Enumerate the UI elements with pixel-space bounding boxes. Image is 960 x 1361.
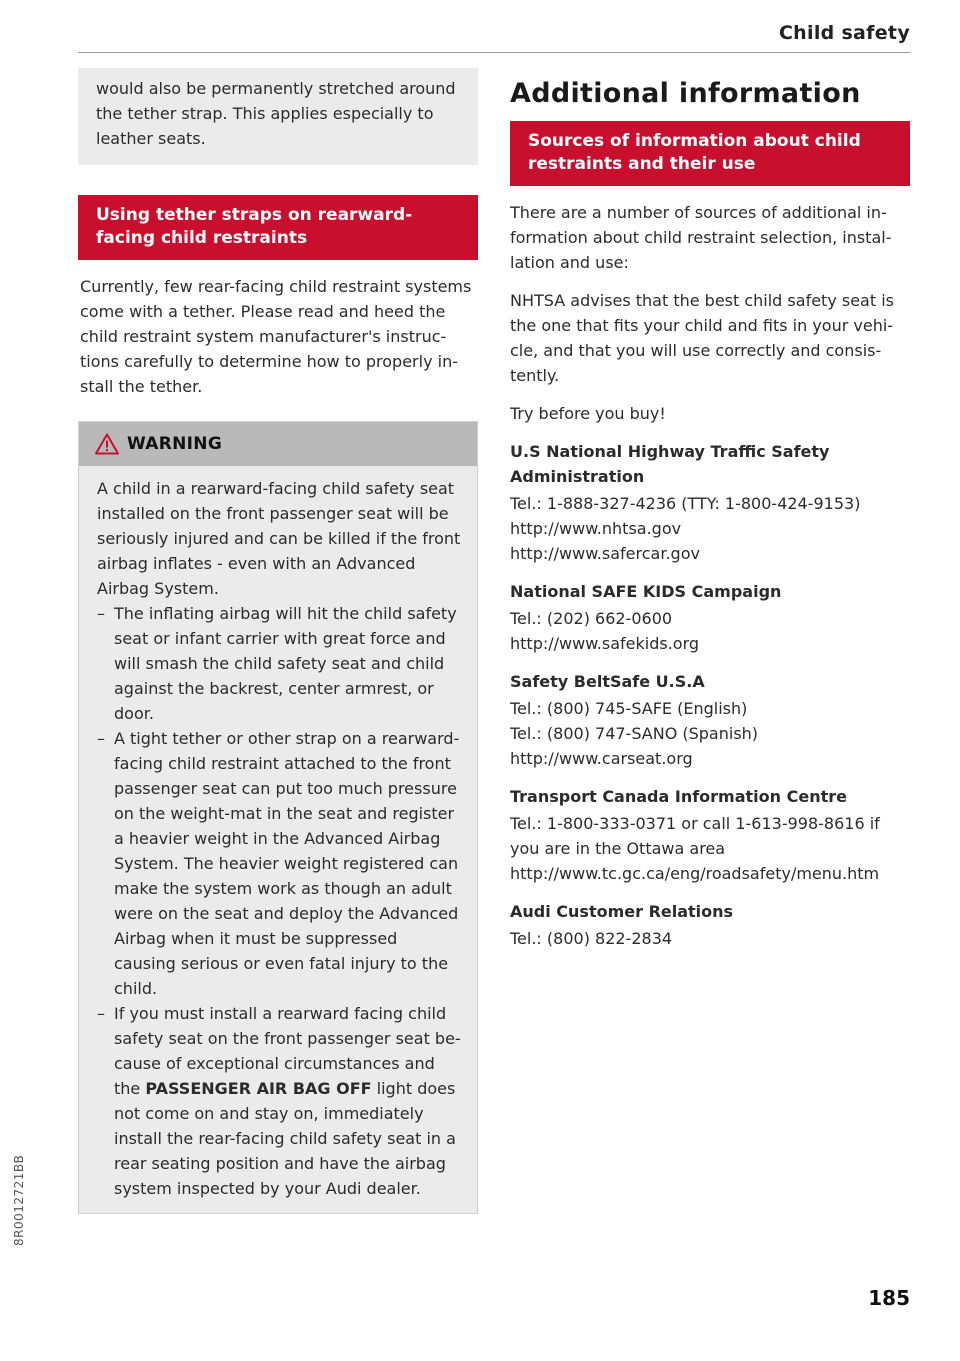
- warning-list: [97, 601, 461, 1201]
- org-line: Tel.: (202) 662-0600: [510, 609, 673, 628]
- warning-body: [79, 466, 477, 1213]
- warning-lead: A child in a rearward-facing child safety seat installed on the front passenger seat will be seriously injured and can be killed if the front airbag inflates - even with an Advanced Airbag System.: [97, 479, 461, 598]
- warning-box: [78, 421, 478, 1214]
- org-link[interactable]: http://www.carseat.org: [510, 749, 693, 768]
- org-line: Tel.: 1-888-327-4236 (TTY: 1-800-424-9153): [510, 494, 861, 513]
- org-link[interactable]: http://www.tc.gc.ca/eng/roadsafety/menu.htm: [510, 864, 880, 883]
- org-name: U.S National Highway Traffic Safety Administration: [510, 442, 830, 486]
- org-audi-relations: [510, 899, 910, 951]
- airbag-off-label: PASSENGER AIR BAG OFF: [145, 1079, 372, 1098]
- section-heading-tether: Using tether straps on rearward-facing child restraints: [78, 195, 478, 260]
- org-link[interactable]: http://www.nhtsa.gov: [510, 519, 682, 538]
- continued-note-box: [78, 68, 478, 165]
- warning-header: [79, 422, 477, 466]
- org-beltsafe: [510, 669, 910, 771]
- header-rule: [78, 52, 910, 53]
- page-title: Additional information: [510, 78, 861, 109]
- sources-paragraph: There are a number of sources of additional information about child restraint selection, installation and use:: [510, 203, 892, 272]
- try-before-buy: Try before you buy!: [510, 404, 666, 423]
- org-name: Safety BeltSafe U.S.A: [510, 672, 705, 691]
- org-line: Tel.: 1-800-333-0371 or call 1-613-998-8616 if you are in the Ottawa area: [510, 814, 880, 858]
- page-number: 185: [868, 1286, 910, 1310]
- warning-title: WARNING: [127, 434, 223, 454]
- warning-item: – A tight tether or other strap on a rearward-facing child restraint attached to the front passenger seat can put too much pressure on the weight-mat in the seat and register a heavier weight in the Advanced Airbag System. The heavier weight registered can make the system work as though an adult were on the seat and deploy the Advanced Airbag when it must be suppressed causing serious or even fatal injury to the child.: [97, 726, 461, 1001]
- warning-triangle-icon: [95, 433, 119, 455]
- org-name: Audi Customer Relations: [510, 902, 734, 921]
- org-line: Tel.: (800) 747-SANO (Spanish): [510, 724, 759, 743]
- continued-text: would also be permanently stretched around the tether strap. This applies especially to leather seats.: [96, 79, 456, 148]
- section-heading-sources: Sources of information about child restraints and their use: [510, 121, 910, 186]
- org-link[interactable]: http://www.safercar.gov: [510, 544, 700, 563]
- org-link[interactable]: http://www.safekids.org: [510, 634, 700, 653]
- warning-item-text: If you must install a rearward facing child safety seat on the front passenger seat because of exceptional circumstances and the: [114, 1004, 461, 1098]
- org-name: Transport Canada Information Centre: [510, 787, 847, 806]
- warning-item: [97, 1001, 461, 1201]
- left-column: [78, 68, 478, 1214]
- warning-item: – The inflating airbag will hit the child safety seat or infant carrier with great force and will smash the child safety seat and child against the backrest, center armrest, or door.: [97, 601, 461, 726]
- document-code: 8R0012721BB: [12, 1154, 26, 1246]
- org-name: National SAFE KIDS Campaign: [510, 582, 782, 601]
- right-column: [510, 68, 910, 964]
- org-transport-canada: [510, 784, 910, 886]
- org-nhtsa: [510, 439, 910, 566]
- tether-intro-text: Currently, few rear-facing child restraint systems come with a tether. Please read and heed the child restraint system manufacturer's instructions carefully to determine how to properly install the tether.: [80, 277, 472, 396]
- nhtsa-advice-paragraph: NHTSA advises that the best child safety seat is the one that fits your child and fits in your vehicle, and that you will use correctly and consistently.: [510, 291, 894, 385]
- warning-item-text: light does not come on and stay on, immediately install the rear-facing child safety seat in a rear seating position and have the airbag system inspected by your Audi dealer.: [114, 1079, 456, 1198]
- org-safe-kids: [510, 579, 910, 656]
- running-header: Child safety: [778, 22, 910, 44]
- org-line: Tel.: (800) 822-2834: [510, 929, 673, 948]
- org-line: Tel.: (800) 745-SAFE (English): [510, 699, 748, 718]
